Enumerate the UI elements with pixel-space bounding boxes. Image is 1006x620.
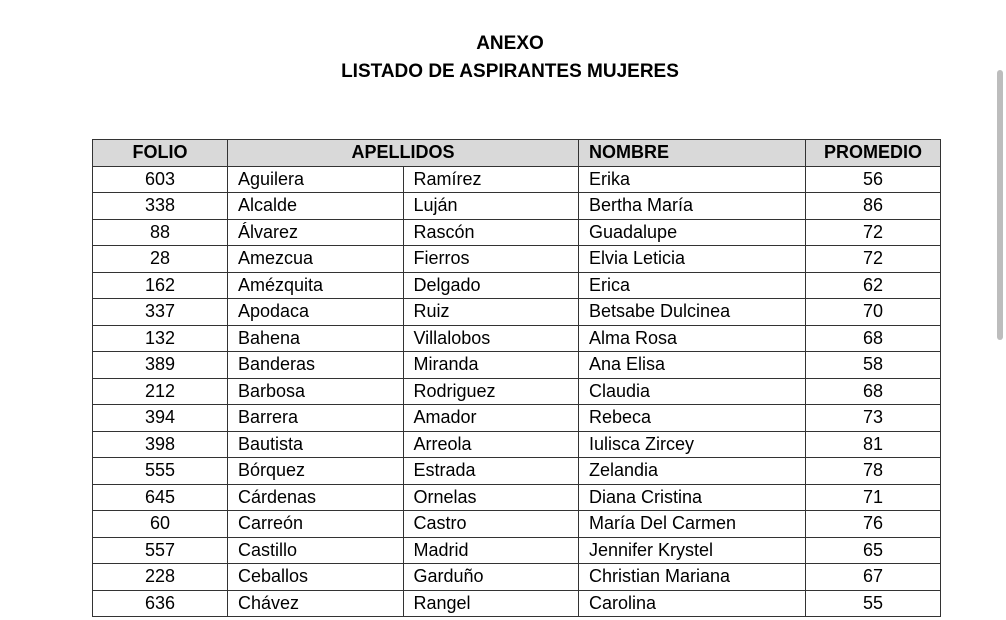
promedio-cell: 71 bbox=[806, 484, 941, 511]
promedio-cell: 65 bbox=[806, 537, 941, 564]
apellido-materno-cell: Delgado bbox=[403, 272, 579, 299]
table-row bbox=[93, 405, 941, 432]
promedio-cell: 86 bbox=[806, 193, 941, 220]
apellido-materno-cell: Villalobos bbox=[403, 325, 579, 352]
table-row bbox=[93, 590, 941, 617]
folio-cell: 394 bbox=[93, 405, 228, 432]
nombre-cell: Iulisca Zircey bbox=[579, 431, 806, 458]
folio-cell: 603 bbox=[93, 166, 228, 193]
promedio-cell: 55 bbox=[806, 590, 941, 617]
apellido-materno-cell: Ruiz bbox=[403, 299, 579, 326]
promedio-cell: 76 bbox=[806, 511, 941, 538]
apellido-materno-cell: Miranda bbox=[403, 352, 579, 379]
table-row bbox=[93, 458, 941, 485]
folio-cell: 555 bbox=[93, 458, 228, 485]
table-row bbox=[93, 246, 941, 273]
table-row bbox=[93, 193, 941, 220]
table-header-row bbox=[93, 140, 941, 167]
table-row bbox=[93, 484, 941, 511]
folio-cell: 645 bbox=[93, 484, 228, 511]
promedio-cell: 70 bbox=[806, 299, 941, 326]
apellido-paterno-cell: Amezcua bbox=[228, 246, 404, 273]
table-row bbox=[93, 219, 941, 246]
header-promedio: PROMEDIO bbox=[806, 140, 941, 167]
nombre-cell: Jennifer Krystel bbox=[579, 537, 806, 564]
apellido-paterno-cell: Bahena bbox=[228, 325, 404, 352]
document-subtitle: LISTADO DE ASPIRANTES MUJERES bbox=[341, 61, 679, 82]
apellido-materno-cell: Estrada bbox=[403, 458, 579, 485]
table-row bbox=[93, 431, 941, 458]
folio-cell: 557 bbox=[93, 537, 228, 564]
promedio-cell: 68 bbox=[806, 378, 941, 405]
nombre-cell: Zelandia bbox=[579, 458, 806, 485]
nombre-cell: Betsabe Dulcinea bbox=[579, 299, 806, 326]
folio-cell: 60 bbox=[93, 511, 228, 538]
apellido-materno-cell: Fierros bbox=[403, 246, 579, 273]
nombre-cell: Rebeca bbox=[579, 405, 806, 432]
folio-cell: 132 bbox=[93, 325, 228, 352]
folio-cell: 398 bbox=[93, 431, 228, 458]
folio-cell: 389 bbox=[93, 352, 228, 379]
apellido-materno-cell: Ramírez bbox=[403, 166, 579, 193]
document-heading bbox=[0, 30, 1006, 86]
table-row bbox=[93, 272, 941, 299]
nombre-cell: Erika bbox=[579, 166, 806, 193]
nombre-cell: María Del Carmen bbox=[579, 511, 806, 538]
nombre-cell: Claudia bbox=[579, 378, 806, 405]
folio-cell: 162 bbox=[93, 272, 228, 299]
table-row bbox=[93, 325, 941, 352]
apellido-materno-cell: Luján bbox=[403, 193, 579, 220]
table-body bbox=[93, 166, 941, 617]
nombre-cell: Bertha María bbox=[579, 193, 806, 220]
apellido-materno-cell: Madrid bbox=[403, 537, 579, 564]
promedio-cell: 62 bbox=[806, 272, 941, 299]
apellido-paterno-cell: Alcalde bbox=[228, 193, 404, 220]
apellido-paterno-cell: Ceballos bbox=[228, 564, 404, 591]
apellido-paterno-cell: Castillo bbox=[228, 537, 404, 564]
folio-cell: 88 bbox=[93, 219, 228, 246]
apellido-paterno-cell: Banderas bbox=[228, 352, 404, 379]
nombre-cell: Elvia Leticia bbox=[579, 246, 806, 273]
promedio-cell: 56 bbox=[806, 166, 941, 193]
table-row bbox=[93, 352, 941, 379]
header-folio: FOLIO bbox=[93, 140, 228, 167]
nombre-cell: Guadalupe bbox=[579, 219, 806, 246]
applicants-table bbox=[92, 139, 941, 617]
apellido-materno-cell: Amador bbox=[403, 405, 579, 432]
apellido-materno-cell: Ornelas bbox=[403, 484, 579, 511]
header-nombre: NOMBRE bbox=[579, 140, 806, 167]
folio-cell: 337 bbox=[93, 299, 228, 326]
table-row bbox=[93, 299, 941, 326]
apellido-materno-cell: Rangel bbox=[403, 590, 579, 617]
table-row bbox=[93, 537, 941, 564]
nombre-cell: Diana Cristina bbox=[579, 484, 806, 511]
folio-cell: 338 bbox=[93, 193, 228, 220]
promedio-cell: 81 bbox=[806, 431, 941, 458]
document-title: ANEXO bbox=[476, 33, 544, 54]
apellido-materno-cell: Rascón bbox=[403, 219, 579, 246]
folio-cell: 636 bbox=[93, 590, 228, 617]
promedio-cell: 78 bbox=[806, 458, 941, 485]
nombre-cell: Erica bbox=[579, 272, 806, 299]
promedio-cell: 68 bbox=[806, 325, 941, 352]
table-row bbox=[93, 378, 941, 405]
apellido-paterno-cell: Álvarez bbox=[228, 219, 404, 246]
header-apellidos: APELLIDOS bbox=[228, 140, 579, 167]
folio-cell: 212 bbox=[93, 378, 228, 405]
nombre-cell: Christian Mariana bbox=[579, 564, 806, 591]
promedio-cell: 67 bbox=[806, 564, 941, 591]
table-row bbox=[93, 511, 941, 538]
apellido-paterno-cell: Barrera bbox=[228, 405, 404, 432]
apellido-paterno-cell: Aguilera bbox=[228, 166, 404, 193]
promedio-cell: 58 bbox=[806, 352, 941, 379]
apellido-materno-cell: Rodriguez bbox=[403, 378, 579, 405]
apellido-paterno-cell: Cárdenas bbox=[228, 484, 404, 511]
nombre-cell: Carolina bbox=[579, 590, 806, 617]
table-row bbox=[93, 564, 941, 591]
nombre-cell: Ana Elisa bbox=[579, 352, 806, 379]
apellido-materno-cell: Castro bbox=[403, 511, 579, 538]
apellido-paterno-cell: Chávez bbox=[228, 590, 404, 617]
apellido-materno-cell: Garduño bbox=[403, 564, 579, 591]
apellido-paterno-cell: Amézquita bbox=[228, 272, 404, 299]
apellido-paterno-cell: Barbosa bbox=[228, 378, 404, 405]
apellido-paterno-cell: Bautista bbox=[228, 431, 404, 458]
vertical-scrollbar[interactable] bbox=[997, 70, 1003, 340]
promedio-cell: 73 bbox=[806, 405, 941, 432]
promedio-cell: 72 bbox=[806, 219, 941, 246]
table-row bbox=[93, 166, 941, 193]
apellido-materno-cell: Arreola bbox=[403, 431, 579, 458]
folio-cell: 28 bbox=[93, 246, 228, 273]
apellido-paterno-cell: Apodaca bbox=[228, 299, 404, 326]
folio-cell: 228 bbox=[93, 564, 228, 591]
apellido-paterno-cell: Bórquez bbox=[228, 458, 404, 485]
apellido-paterno-cell: Carreón bbox=[228, 511, 404, 538]
promedio-cell: 72 bbox=[806, 246, 941, 273]
nombre-cell: Alma Rosa bbox=[579, 325, 806, 352]
